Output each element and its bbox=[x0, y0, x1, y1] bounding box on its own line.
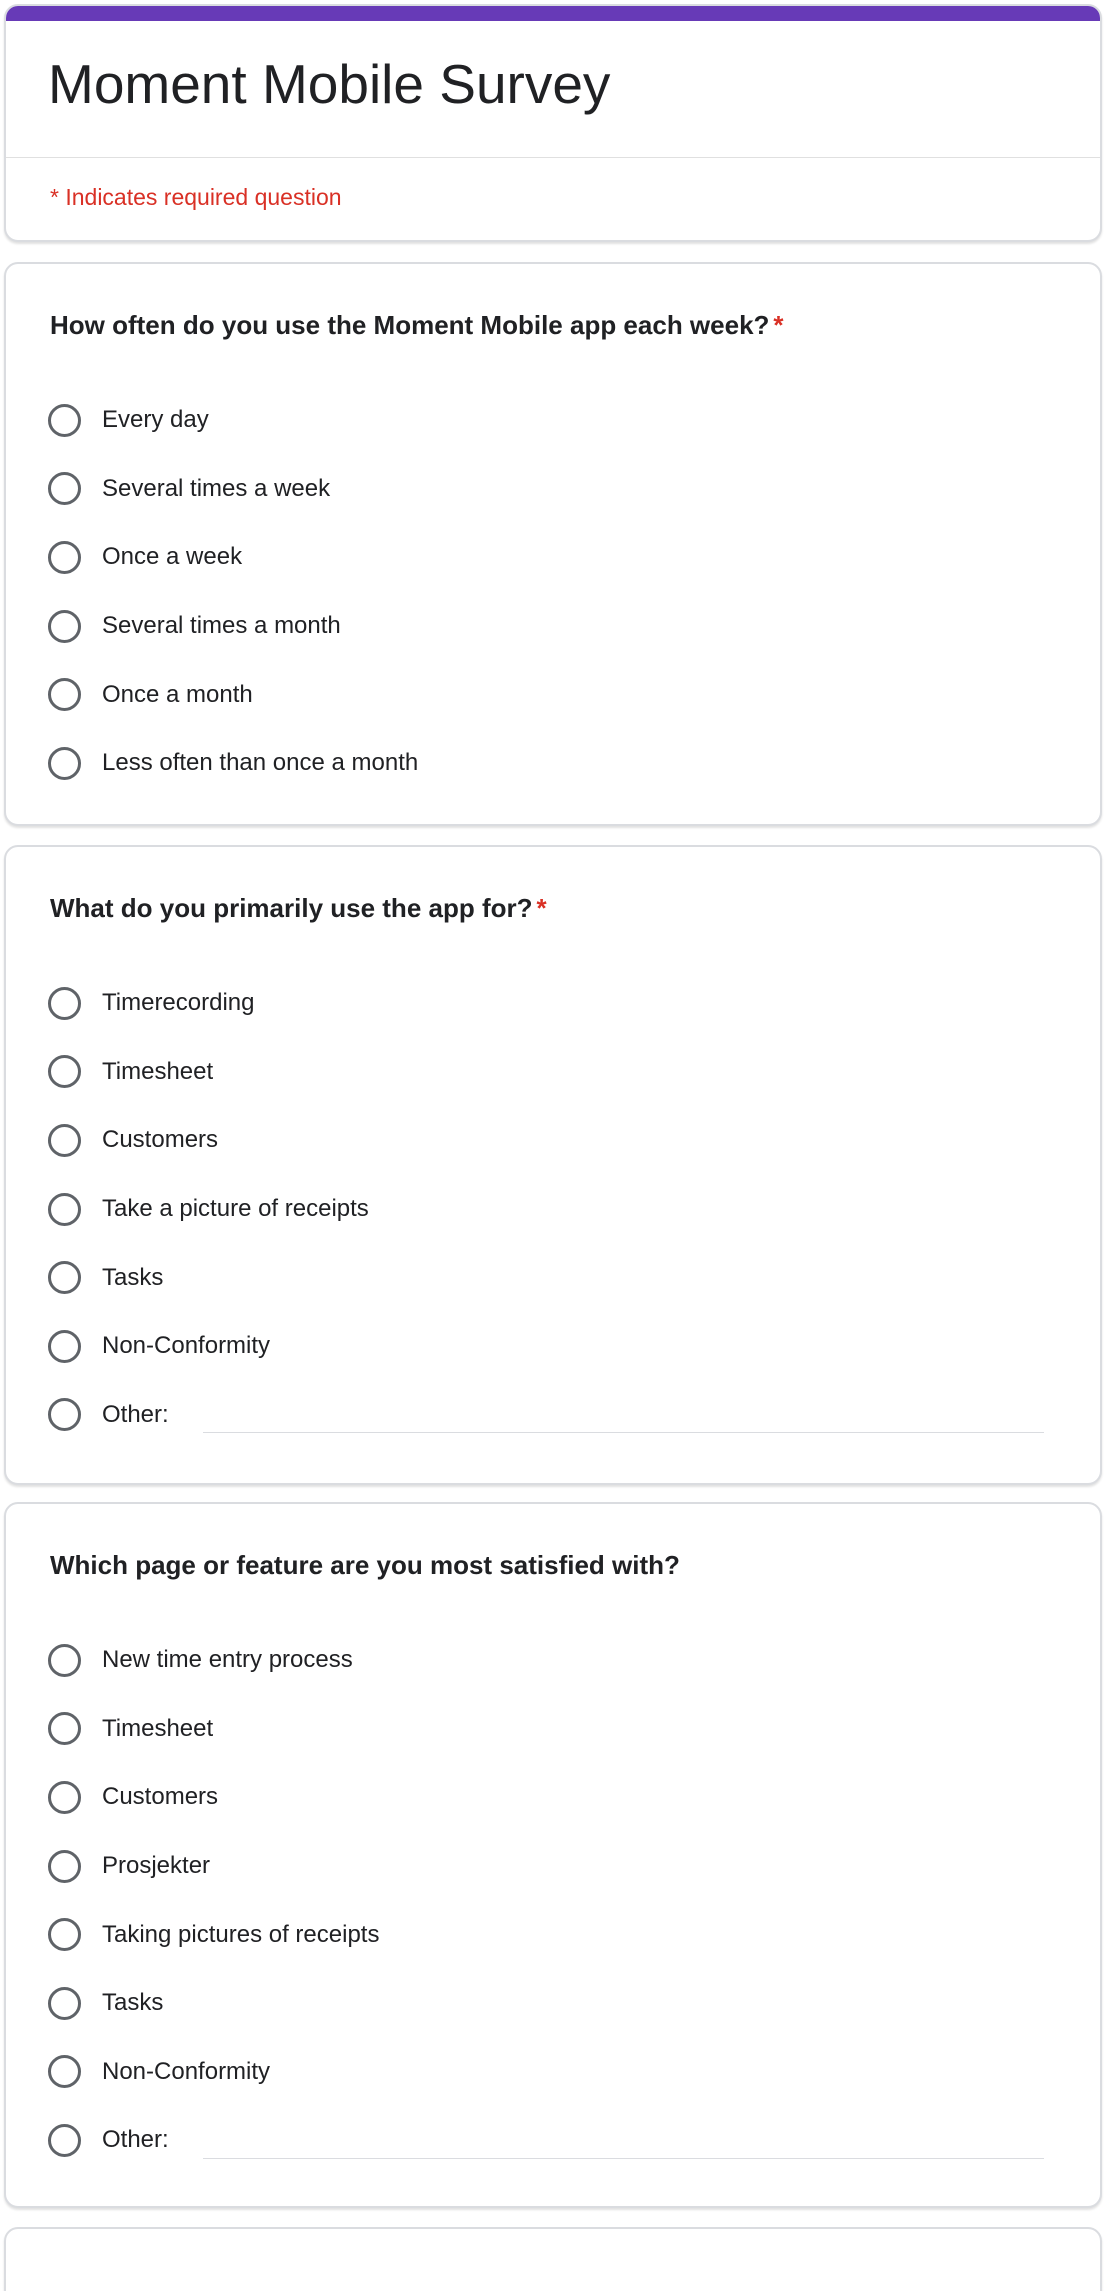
radio-button[interactable] bbox=[48, 1330, 81, 1363]
option-label: Less often than once a month bbox=[102, 749, 419, 777]
required-note: * Indicates required question bbox=[50, 184, 342, 210]
radio-button[interactable] bbox=[48, 2055, 81, 2088]
accent-bar bbox=[4, 4, 1102, 21]
radio-button[interactable] bbox=[48, 1398, 81, 1431]
form-header-card bbox=[4, 4, 1102, 242]
radio-option[interactable] bbox=[48, 592, 1060, 661]
radio-button[interactable] bbox=[48, 987, 81, 1020]
other-text-input[interactable] bbox=[203, 2158, 1044, 2159]
radio-button[interactable] bbox=[48, 678, 81, 711]
question-title bbox=[50, 893, 547, 924]
radio-option[interactable] bbox=[48, 1175, 1060, 1244]
required-asterisk: * bbox=[536, 893, 547, 923]
radio-button[interactable] bbox=[48, 610, 81, 643]
option-label: New time entry process bbox=[102, 1646, 353, 1674]
question-text: Which page or feature are you most satisfied with? bbox=[50, 1550, 680, 1580]
radio-option[interactable] bbox=[48, 660, 1060, 729]
radio-option[interactable] bbox=[48, 729, 1060, 798]
question-card-usage-frequency bbox=[4, 262, 1102, 826]
radio-option[interactable] bbox=[48, 1832, 1060, 1901]
radio-option-other[interactable] bbox=[48, 2106, 1060, 2175]
radio-option[interactable] bbox=[48, 1312, 1060, 1381]
radio-group bbox=[48, 969, 1060, 1449]
radio-option[interactable] bbox=[48, 1763, 1060, 1832]
form-title: Moment Mobile Survey bbox=[48, 53, 611, 115]
radio-button[interactable] bbox=[48, 472, 81, 505]
radio-group bbox=[48, 1626, 1060, 2175]
radio-option[interactable] bbox=[48, 2038, 1060, 2107]
radio-button[interactable] bbox=[48, 1124, 81, 1157]
option-label: Timerecording bbox=[102, 989, 255, 1017]
radio-button[interactable] bbox=[48, 1987, 81, 2020]
option-label: Non-Conformity bbox=[102, 2057, 271, 2085]
radio-option[interactable] bbox=[48, 1038, 1060, 1107]
radio-button[interactable] bbox=[48, 541, 81, 574]
radio-option[interactable] bbox=[48, 969, 1060, 1038]
question-card-primary-use bbox=[4, 845, 1102, 1485]
radio-option-other[interactable] bbox=[48, 1381, 1060, 1450]
option-label: Timesheet bbox=[102, 1714, 214, 1742]
radio-option[interactable] bbox=[48, 1243, 1060, 1312]
radio-option[interactable] bbox=[48, 1969, 1060, 2038]
option-label: Taking pictures of receipts bbox=[102, 1920, 380, 1948]
question-card-most-satisfied bbox=[4, 1502, 1102, 2208]
option-label: Tasks bbox=[102, 1989, 164, 2017]
option-label: Other: bbox=[102, 2126, 169, 2154]
radio-button[interactable] bbox=[48, 1712, 81, 1745]
radio-button[interactable] bbox=[48, 1261, 81, 1294]
question-card-next bbox=[4, 2227, 1102, 2291]
radio-option[interactable] bbox=[48, 455, 1060, 524]
option-label: Prosjekter bbox=[102, 1852, 211, 1880]
option-label: Customers bbox=[102, 1126, 219, 1154]
radio-option[interactable] bbox=[48, 523, 1060, 592]
question-title bbox=[50, 310, 784, 341]
option-label: Once a month bbox=[102, 680, 253, 708]
radio-button[interactable] bbox=[48, 1055, 81, 1088]
option-label: Other: bbox=[102, 1400, 169, 1428]
radio-button[interactable] bbox=[48, 747, 81, 780]
radio-button[interactable] bbox=[48, 1850, 81, 1883]
radio-button[interactable] bbox=[48, 1644, 81, 1677]
option-label: Several times a week bbox=[102, 474, 331, 502]
radio-option[interactable] bbox=[48, 1626, 1060, 1695]
divider bbox=[6, 157, 1100, 158]
option-label: Several times a month bbox=[102, 612, 341, 640]
radio-option[interactable] bbox=[48, 1106, 1060, 1175]
required-asterisk: * bbox=[773, 310, 784, 340]
radio-option[interactable] bbox=[48, 1900, 1060, 1969]
radio-group bbox=[48, 386, 1060, 798]
option-label: Every day bbox=[102, 406, 209, 434]
other-text-input[interactable] bbox=[203, 1432, 1044, 1433]
option-label: Timesheet bbox=[102, 1057, 214, 1085]
radio-button[interactable] bbox=[48, 1193, 81, 1226]
option-label: Non-Conformity bbox=[102, 1332, 271, 1360]
radio-button[interactable] bbox=[48, 1918, 81, 1951]
option-label: Tasks bbox=[102, 1263, 164, 1291]
radio-option[interactable] bbox=[48, 386, 1060, 455]
question-title bbox=[50, 1550, 680, 1581]
question-text: How often do you use the Moment Mobile app each week? bbox=[50, 310, 770, 340]
option-label: Once a week bbox=[102, 543, 243, 571]
radio-button[interactable] bbox=[48, 2124, 81, 2157]
option-label: Customers bbox=[102, 1783, 219, 1811]
radio-button[interactable] bbox=[48, 1781, 81, 1814]
question-text: What do you primarily use the app for? bbox=[50, 893, 533, 923]
radio-option[interactable] bbox=[48, 1695, 1060, 1764]
option-label: Take a picture of receipts bbox=[102, 1195, 369, 1223]
radio-button[interactable] bbox=[48, 404, 81, 437]
